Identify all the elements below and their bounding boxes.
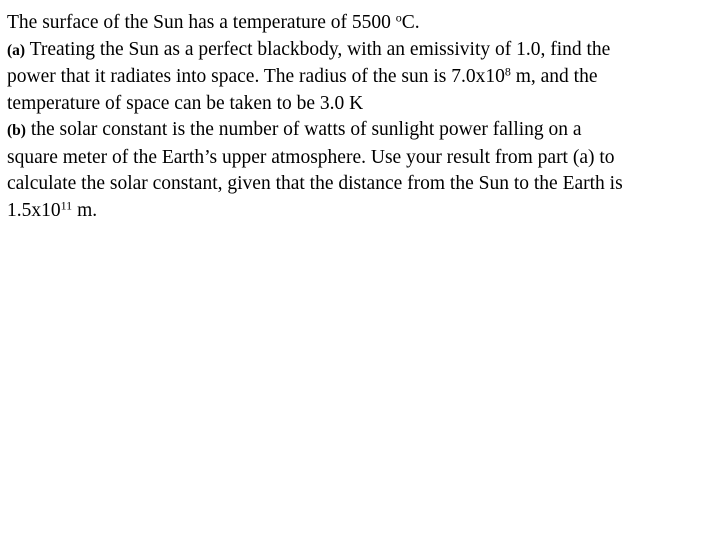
part-a-label: (a): [7, 41, 26, 59]
part-b-line-3: calculate the solar constant, given that the distance from the Sun to the Earth is: [7, 173, 623, 194]
part-b-line-2: square meter of the Earth’s upper atmosphere. Use your result from part (a) to: [7, 146, 615, 168]
intro-unit: C.: [401, 12, 420, 33]
part-b-label: (b): [7, 122, 26, 139]
problem-text: [7, 10, 713, 224]
part-a-line-1: [7, 37, 713, 65]
intro-line: [7, 10, 713, 37]
part-a-line-2: [7, 64, 713, 91]
part-b-line-1: [7, 117, 713, 145]
part-b-text-4: 1.5x10: [7, 199, 61, 221]
radius-exponent: 8: [504, 64, 511, 79]
part-a-text-2: power that it radiates into space. The radius of the sun is 7.0x10: [7, 66, 505, 87]
part-a-text-1: Treating the Sun as a perfect blackbody, with an emissivity of 1.0, find the: [25, 38, 611, 60]
distance-exponent: 11: [60, 197, 73, 212]
degree-symbol: o: [395, 10, 402, 25]
part-b-text-1: the solar constant is the number of watts of sunlight power falling on a: [25, 119, 582, 140]
part-a-line-3: temperature of space can be taken to be 3.0 K: [7, 92, 364, 114]
part-a-text-2-end: m, and the: [510, 66, 598, 87]
intro-text: The surface of the Sun has a temperature of 5500: [7, 12, 396, 33]
part-b-text-4-end: m.: [72, 199, 98, 221]
part-b-line-4: [7, 198, 713, 225]
